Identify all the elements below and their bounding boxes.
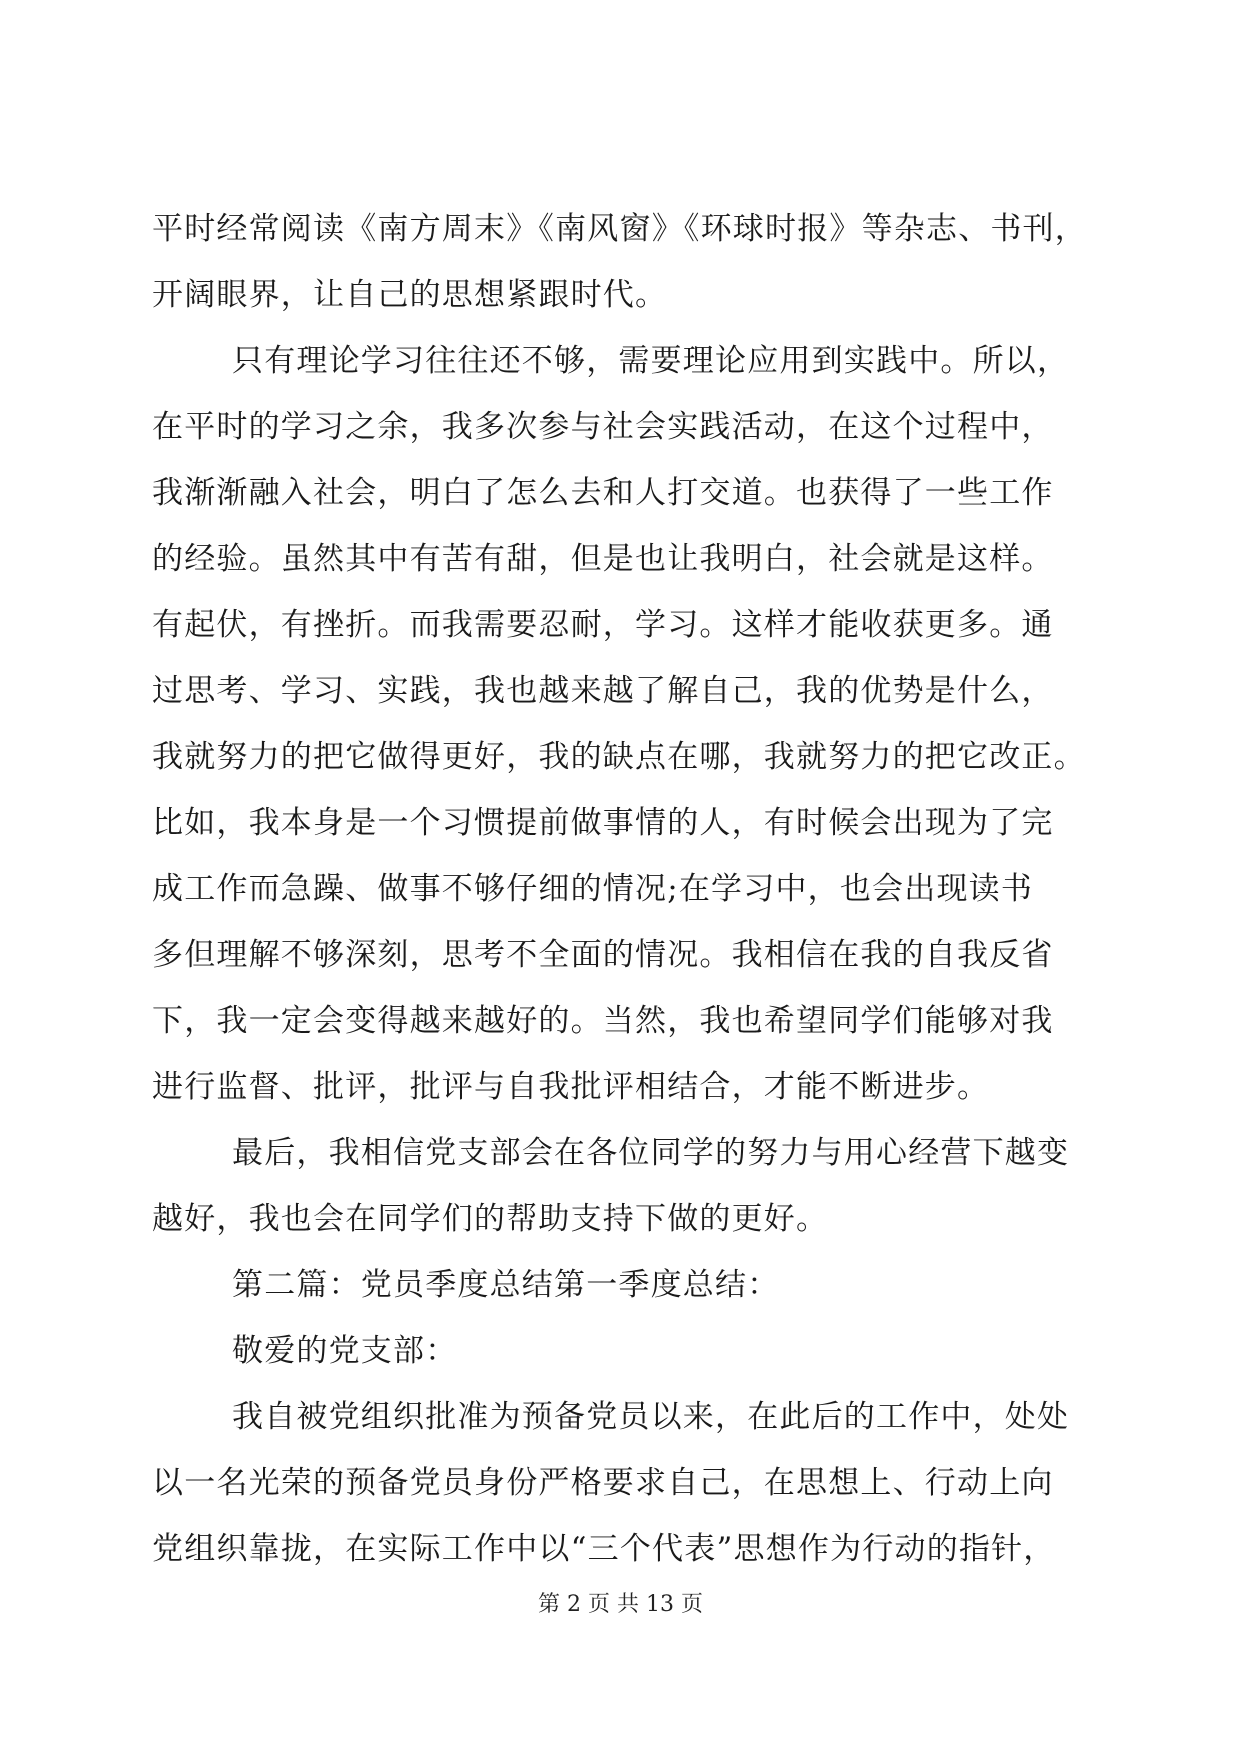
text-line: 我自被党组织批准为预备党员以来，在此后的工作中，处处 — [232, 1399, 1070, 1435]
text-line: 党组织靠拢，在实际工作中以“三个代表”思想作为行动的指针， — [152, 1531, 1056, 1567]
text-line: 以一名光荣的预备党员身份严格要求自己，在思想上、行动上向 — [152, 1465, 1054, 1501]
document-body — [152, 196, 1092, 1582]
text-line: 最后，我相信党支部会在各位同学的努力与用心经营下越变 — [232, 1135, 1070, 1171]
text-line: 第二篇：党员季度总结第一季度总结： — [232, 1267, 780, 1303]
text-line: 下，我一定会变得越来越好的。当然，我也希望同学们能够对我 — [152, 1003, 1054, 1039]
text-line: 开阔眼界，让自己的思想紧跟时代。 — [152, 277, 668, 313]
text-line: 我就努力的把它做得更好，我的缺点在哪，我就努力的把它改正。 — [152, 739, 1086, 775]
text-line: 在平时的学习之余，我多次参与社会实践活动，在这个过程中， — [152, 409, 1054, 445]
text-line: 敬爱的党支部： — [232, 1333, 458, 1369]
text-line: 成工作而急躁、做事不够仔细的情况;在学习中，也会出现读书 — [152, 871, 1034, 907]
text-line: 平时经常阅读《南方周末》《南风窗》《环球时报》等杂志、书刊， — [152, 211, 1087, 247]
text-line: 有起伏，有挫折。而我需要忍耐，学习。这样才能收获更多。通 — [152, 607, 1054, 643]
text-line: 越好，我也会在同学们的帮助支持下做的更好。 — [152, 1201, 829, 1237]
text-line: 的经验。虽然其中有苦有甜，但是也让我明白，社会就是这样。 — [152, 541, 1054, 577]
text-line: 进行监督、批评，批评与自我批评相结合，才能不断进步。 — [152, 1069, 990, 1105]
text-line: 比如，我本身是一个习惯提前做事情的人，有时候会出现为了完 — [152, 805, 1054, 841]
page-number-footer: 第 2 页 共 13 页 — [538, 1592, 703, 1617]
text-line: 我渐渐融入社会，明白了怎么去和人打交道。也获得了一些工作 — [152, 475, 1054, 511]
text-line: 多但理解不够深刻，思考不全面的情况。我相信在我的自我反省 — [152, 937, 1054, 973]
text-line: 只有理论学习往往还不够，需要理论应用到实践中。所以， — [232, 343, 1070, 379]
text-line: 过思考、学习、实践，我也越来越了解自己，我的优势是什么， — [152, 673, 1054, 709]
